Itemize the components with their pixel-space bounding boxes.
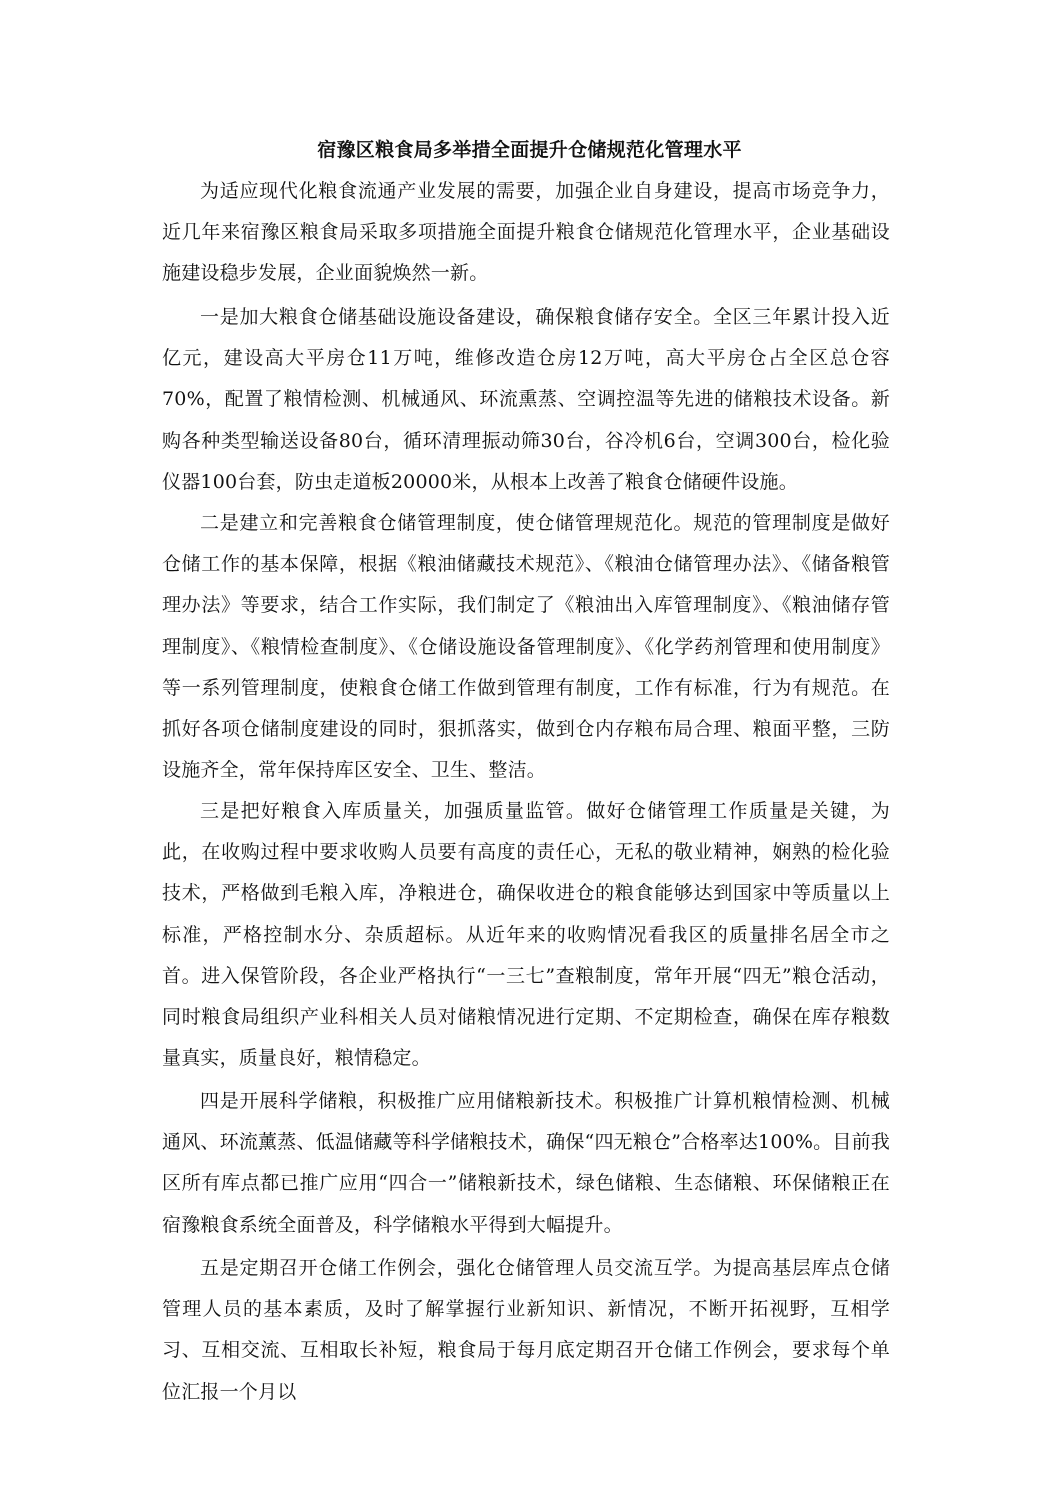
paragraph-point-2: 二是建立和完善粮食仓储管理制度，使仓储管理规范化。规范的管理制度是做好仓储工作的基本保障，根据《粮油储藏技术规范》、《粮油仓储管理办法》、《储备粮管理办法》等要求，结合工作实际，我们制定了《粮油出入库管理制度》、《粮油储存管理制度》、《粮情检查制度》、《仓储设施设备管理制度》、《化学药剂管理和使用制度》等一系列管理制度，使粮食仓储工作做到管理有制度，工作有标准，行为有规范。在抓好各项仓储制度建设的同时，狠抓落实，做到仓内存粮布局合理、粮面平整，三防设施齐全，常年保持库区安全、卫生、整洁。 xyxy=(162,512,890,782)
paragraph-intro: 为适应现代化粮食流通产业发展的需要，加强企业自身建设，提高市场竞争力，近几年来宿豫区粮食局采取多项措施全面提升粮食仓储规范化管理水平，企业基础设施建设稳步发展，企业面貌焕然一新。 xyxy=(162,180,890,285)
paragraph-point-4: 四是开展科学储粮，积极推广应用储粮新技术。积极推广计算机粮情检测、机械通风、环流薰蒸、低温储藏等科学储粮技术，确保“四无粮仓”合格率达100%。目前我区所有库点都已推广应用“四合一”储粮新技术，绿色储粮、生态储粮、环保储粮正在宿豫粮食系统全面普及，科学储粮水平得到大幅提升。 xyxy=(162,1090,890,1236)
document-title: 宿豫区粮食局多举措全面提升仓储规范化管理水平 xyxy=(317,139,742,161)
paragraph-point-3: 三是把好粮食入库质量关，加强质量监管。做好仓储管理工作质量是关键，为此，在收购过程中要求收购人员要有高度的责任心，无私的敬业精神，娴熟的检化验技术，严格做到毛粮入库，净粮进仓，确保收进仓的粮食能够达到国家中等质量以上标准，严格控制水分、杂质超标。从近年来的收购情况看我区的质量排名居全市之首。进入保管阶段，各企业严格执行“一三七”查粮制度，常年开展“四无”粮仓活动，同时粮食局组织产业科相关人员对储粮情况进行定期、不定期检查，确保在库存粮数量真实，质量良好，粮情稳定。 xyxy=(162,800,890,1070)
paragraph-point-1: 一是加大粮食仓储基础设施设备建设，确保粮食储存安全。全区三年累计投入近亿元，建设高大平房仓11万吨，维修改造仓房12万吨，高大平房仓占全区总仓容70%，配置了粮情检测、机械通风、环流熏蒸、空调控温等先进的储粮技术设备。新购各种类型输送设备80台，循环清理振动筛30台，谷冷机6台，空调300台，检化验仪器100台套，防虫走道板20000米，从根本上改善了粮食仓储硬件设施。 xyxy=(162,306,890,493)
paragraph-point-5: 五是定期召开仓储工作例会，强化仓储管理人员交流互学。为提高基层库点仓储管理人员的基本素质，及时了解掌握行业新知识、新情况，不断开拓视野，互相学习、互相交流、互相取长补短，粮食局于每月底定期召开仓储工作例会，要求每个单位汇报一个月以 xyxy=(162,1257,890,1403)
